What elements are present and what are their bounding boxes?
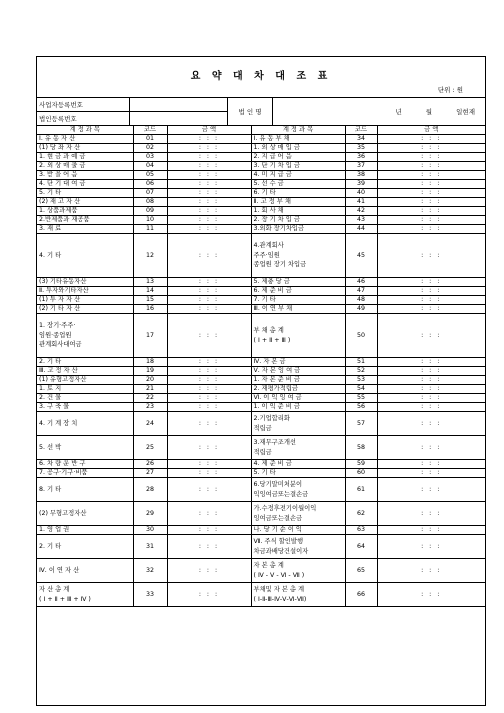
code-left-cell: 16 — [133, 305, 167, 314]
amount-right-cell[interactable]: : : : — [377, 436, 485, 460]
table-row — [37, 296, 485, 305]
code-left-cell: 23 — [133, 403, 167, 412]
account-right-cell: 1. 회 사 채 — [251, 207, 345, 216]
table-row — [37, 460, 485, 469]
amount-left-cell[interactable]: : : : — [167, 287, 251, 296]
amount-left-cell[interactable]: : : : — [167, 296, 251, 305]
account-left-cell: 4. 기 계 장 치 — [37, 412, 133, 436]
table-row — [37, 153, 485, 162]
account-right-cell: 1. 외 상 매 입 금 — [251, 144, 345, 153]
account-left-cell: 7. 공구·기구·비품 — [37, 469, 133, 478]
account-right-cell: 4.관계회사 주주·임원 종업원 장기 차입금 — [251, 234, 345, 278]
account-left-cell: 8. 기 타 — [37, 478, 133, 502]
account-right-cell: Ⅶ. 주식 할인발행 차금과배당건설이자 — [251, 535, 345, 559]
amount-right-cell[interactable]: : : : — [377, 535, 485, 559]
amount-right-cell[interactable]: : : : — [377, 153, 485, 162]
code-right-cell: 50 — [345, 314, 377, 358]
code-left-cell: 29 — [133, 502, 167, 526]
code-left-cell: 13 — [133, 278, 167, 287]
amount-right-cell[interactable]: : : : — [377, 403, 485, 412]
code-right-cell: 43 — [345, 216, 377, 225]
code-right-cell: 36 — [345, 153, 377, 162]
amount-right-cell[interactable]: : : : — [377, 394, 485, 403]
code-left-cell: 06 — [133, 180, 167, 189]
code-left-cell: 17 — [133, 314, 167, 358]
code-left-cell: 33 — [133, 583, 167, 607]
code-left-cell: 09 — [133, 207, 167, 216]
account-left-cell: 1. 현 금 과 예 금 — [37, 153, 133, 162]
account-right-cell: Ⅵ. 이 익 잉 여 금 — [251, 394, 345, 403]
table-row — [37, 216, 485, 225]
amount-right-cell[interactable]: : : : — [377, 376, 485, 385]
table-row — [37, 535, 485, 559]
account-left-cell: (2) 무형고정자산 — [37, 502, 133, 526]
account-left-cell: 5. 기 타 — [37, 189, 133, 198]
table-row — [37, 478, 485, 502]
table-row — [37, 171, 485, 180]
account-left-cell: 1. 장기·주주· 임원·종업원 관계회사대여금 — [37, 314, 133, 358]
account-right-cell: 6. 기 타 — [251, 189, 345, 198]
amount-left-cell[interactable]: : : : — [167, 234, 251, 278]
amount-left-cell[interactable]: : : : — [167, 394, 251, 403]
report-date — [373, 98, 475, 126]
amount-right-cell[interactable]: : : : — [377, 162, 485, 171]
amount-left-cell[interactable]: : : : — [167, 153, 251, 162]
amount-right-cell[interactable]: : : : — [377, 412, 485, 436]
table-row — [37, 526, 485, 535]
amount-right-cell[interactable]: : : : — [377, 478, 485, 502]
amount-left-cell[interactable]: : : : — [167, 385, 251, 394]
code-right-cell: 53 — [345, 376, 377, 385]
account-left-cell: 4. 기 타 — [37, 234, 133, 278]
code-left-cell: 20 — [133, 376, 167, 385]
table-row — [37, 385, 485, 394]
account-left-cell: 1. 상품과제품 — [37, 207, 133, 216]
table-header-row — [37, 126, 485, 135]
amount-right-cell[interactable]: : : : — [377, 305, 485, 314]
amount-left-cell[interactable]: : : : — [167, 535, 251, 559]
code-right-cell: 35 — [345, 144, 377, 153]
amount-right-cell[interactable]: : : : — [377, 180, 485, 189]
account-left-cell: (1) 당 좌 자 산 — [37, 144, 133, 153]
table-row — [37, 367, 485, 376]
amount-right-cell[interactable]: : : : — [377, 198, 485, 207]
table-row — [37, 225, 485, 234]
account-right-cell: 2. 지 급 어 음 — [251, 153, 345, 162]
account-left-cell: 자 산 총 계 ( Ⅰ + Ⅱ + Ⅲ + Ⅳ ) — [37, 583, 133, 607]
amount-left-cell[interactable]: : : : — [167, 403, 251, 412]
table-row — [37, 412, 485, 436]
table-row — [37, 180, 485, 189]
table-row — [37, 436, 485, 460]
account-right-cell: 나. 당 기 순 이 익 — [251, 526, 345, 535]
code-right-cell: 40 — [345, 189, 377, 198]
form-title: 요 약 대 차 대 조 표 — [190, 71, 332, 82]
table-row — [37, 278, 485, 287]
code-right-cell: 66 — [345, 583, 377, 607]
account-right-cell: Ⅳ. 자 본 금 — [251, 358, 345, 367]
amount-right-cell[interactable]: : : : — [377, 216, 485, 225]
account-left-cell: 1. 토 지 — [37, 385, 133, 394]
account-left-cell: 3. 구 축 물 — [37, 403, 133, 412]
account-right-cell: 3. 단 기 차 입 금 — [251, 162, 345, 171]
amount-right-cell[interactable]: : : : — [377, 358, 485, 367]
amount-right-cell[interactable]: : : : — [377, 502, 485, 526]
business-no-field[interactable] — [129, 98, 228, 112]
amount-right-cell[interactable]: : : : — [377, 189, 485, 198]
table-row — [37, 162, 485, 171]
code-right-cell: 51 — [345, 358, 377, 367]
amount-left-cell[interactable]: : : : — [167, 305, 251, 314]
code-right-cell: 54 — [345, 385, 377, 394]
account-left-cell: Ⅰ. 유 동 자 산 — [37, 135, 133, 144]
header-account-right: 계 정 과 목 — [251, 126, 345, 135]
corporate-no-field[interactable] — [129, 112, 228, 126]
account-right-cell: 6.당기말미처분이 익잉여금또는결손금 — [251, 478, 345, 502]
code-left-cell: 01 — [133, 135, 167, 144]
amount-left-cell[interactable]: : : : — [167, 502, 251, 526]
corporate-no-label: 법인등록번호 — [39, 115, 77, 123]
amount-right-cell[interactable]: : : : — [377, 460, 485, 469]
account-right-cell: 4. 제 준 비 금 — [251, 460, 345, 469]
account-right-cell: 3.재무구조개선 적립금 — [251, 436, 345, 460]
account-right-cell: 1. 이 익 준 비 금 — [251, 403, 345, 412]
account-left-cell: 2. 외 상 매 출 금 — [37, 162, 133, 171]
account-left-cell: 2. 건 물 — [37, 394, 133, 403]
code-left-cell: 10 — [133, 216, 167, 225]
account-left-cell: 6. 차 량 운 반 구 — [37, 460, 133, 469]
code-left-cell: 02 — [133, 144, 167, 153]
table-row — [37, 135, 485, 144]
amount-left-cell[interactable]: : : : — [167, 526, 251, 535]
account-right-cell: 6. 제 준 비 금 — [251, 287, 345, 296]
account-right-cell: 4. 미 지 급 금 — [251, 171, 345, 180]
table-row — [37, 394, 485, 403]
account-left-cell: 3. 재 료 — [37, 225, 133, 234]
code-right-cell: 49 — [345, 305, 377, 314]
account-left-cell: Ⅳ. 이 연 자 산 — [37, 559, 133, 583]
amount-left-cell[interactable]: : : : — [167, 207, 251, 216]
code-right-cell: 42 — [345, 207, 377, 216]
code-left-cell: 15 — [133, 296, 167, 305]
balance-sheet-form — [36, 56, 486, 706]
code-left-cell: 19 — [133, 367, 167, 376]
code-right-cell: 58 — [345, 436, 377, 460]
code-right-cell: 44 — [345, 225, 377, 234]
code-left-cell: 26 — [133, 460, 167, 469]
amount-left-cell[interactable]: : : : — [167, 469, 251, 478]
account-right-cell: 5. 선 수 금 — [251, 180, 345, 189]
code-left-cell: 32 — [133, 559, 167, 583]
header-amount-right: 금 액 — [377, 126, 485, 135]
date-year-label: 년 — [395, 108, 402, 116]
amount-left-cell[interactable]: : : : — [167, 412, 251, 436]
account-right-cell: 부채및 자 본 총 계 ( Ⅰ-Ⅱ-Ⅲ-Ⅳ-Ⅴ-Ⅵ-Ⅶ) — [251, 583, 345, 607]
amount-right-cell[interactable]: : : : — [377, 135, 485, 144]
code-left-cell: 04 — [133, 162, 167, 171]
identification-block — [37, 97, 485, 126]
code-left-cell: 03 — [133, 153, 167, 162]
amount-right-cell[interactable]: : : : — [377, 469, 485, 478]
code-left-cell: 22 — [133, 394, 167, 403]
amount-left-cell[interactable]: : : : — [167, 135, 251, 144]
amount-right-cell[interactable]: : : : — [377, 287, 485, 296]
table-row — [37, 305, 485, 314]
table-row — [37, 144, 485, 153]
amount-right-cell[interactable]: : : : — [377, 314, 485, 358]
code-right-cell: 57 — [345, 412, 377, 436]
code-right-cell: 55 — [345, 394, 377, 403]
table-row — [37, 403, 485, 412]
amount-right-cell[interactable]: : : : — [377, 367, 485, 376]
account-left-cell: 3. 받 을 어 음 — [37, 171, 133, 180]
account-left-cell: (2) 재 고 자 산 — [37, 198, 133, 207]
amount-right-cell[interactable]: : : : — [377, 385, 485, 394]
code-left-cell: 07 — [133, 189, 167, 198]
code-right-cell: 48 — [345, 296, 377, 305]
table-row — [37, 234, 485, 278]
account-right-cell: 자 본 총 계 ( Ⅳ - Ⅴ - Ⅵ - Ⅶ ) — [251, 559, 345, 583]
account-right-cell: 2. 재평가적립금 — [251, 385, 345, 394]
date-month-label: 월 — [425, 108, 433, 116]
code-right-cell: 65 — [345, 559, 377, 583]
account-right-cell: 2. 장 기 차 입 금 — [251, 216, 345, 225]
code-right-cell: 61 — [345, 478, 377, 502]
corp-name-label: 법 인 명 — [227, 98, 273, 126]
table-row — [37, 358, 485, 367]
date-day-label: 일현재 — [456, 108, 475, 116]
account-left-cell: (1) 투 자 자 산 — [37, 296, 133, 305]
code-left-cell: 24 — [133, 412, 167, 436]
code-left-cell: 05 — [133, 171, 167, 180]
account-left-cell: 1. 영 업 권 — [37, 526, 133, 535]
table-row — [37, 207, 485, 216]
code-left-cell: 27 — [133, 469, 167, 478]
amount-left-cell[interactable]: : : : — [167, 180, 251, 189]
code-left-cell: 14 — [133, 287, 167, 296]
code-right-cell: 52 — [345, 367, 377, 376]
amount-right-cell[interactable]: : : : — [377, 207, 485, 216]
code-right-cell: 64 — [345, 535, 377, 559]
amount-left-cell[interactable]: : : : — [167, 436, 251, 460]
table-row — [37, 189, 485, 198]
code-right-cell: 59 — [345, 460, 377, 469]
amount-right-cell[interactable]: : : : — [377, 583, 485, 607]
table-row — [37, 559, 485, 583]
code-right-cell: 62 — [345, 502, 377, 526]
code-left-cell: 08 — [133, 198, 167, 207]
account-right-cell: Ⅱ. 고 정 부 채 — [251, 198, 345, 207]
account-right-cell: 가.수정후전기이월이익 잉여금또는결손금 — [251, 502, 345, 526]
amount-left-cell[interactable]: : : : — [167, 314, 251, 358]
balance-sheet-table — [37, 125, 485, 607]
amount-right-cell[interactable]: : : : — [377, 171, 485, 180]
business-no-label: 사업자등록번호 — [37, 98, 227, 112]
code-right-cell: 56 — [345, 403, 377, 412]
code-left-cell: 18 — [133, 358, 167, 367]
account-left-cell: 2.반제품과 재공품 — [37, 216, 133, 225]
account-left-cell: 5. 선 박 — [37, 436, 133, 460]
table-row — [37, 469, 485, 478]
amount-right-cell[interactable]: : : : — [377, 234, 485, 278]
code-left-cell: 31 — [133, 535, 167, 559]
code-right-cell: 38 — [345, 171, 377, 180]
header-amount-left: 금 액 — [167, 126, 251, 135]
amount-left-cell[interactable]: : : : — [167, 358, 251, 367]
amount-left-cell[interactable]: : : : — [167, 162, 251, 171]
account-right-cell: 2.기업합리화 적립금 — [251, 412, 345, 436]
amount-left-cell[interactable]: : : : — [167, 367, 251, 376]
amount-right-cell[interactable]: : : : — [377, 144, 485, 153]
header-code-right: 코드 — [345, 126, 377, 135]
amount-left-cell[interactable]: : : : — [167, 583, 251, 607]
code-right-cell: 34 — [345, 135, 377, 144]
account-left-cell: 2. 기 타 — [37, 358, 133, 367]
amount-left-cell[interactable]: : : : — [167, 171, 251, 180]
account-right-cell: Ⅴ. 자 본 잉 여 금 — [251, 367, 345, 376]
account-right-cell: 부 채 총 계 ( Ⅰ + Ⅱ + Ⅲ ) — [251, 314, 345, 358]
account-left-cell: 4. 단 기 대 여 금 — [37, 180, 133, 189]
amount-left-cell[interactable]: : : : — [167, 376, 251, 385]
table-row — [37, 314, 485, 358]
account-right-cell: 3.외화 장기차입금 — [251, 225, 345, 234]
code-right-cell: 37 — [345, 162, 377, 171]
code-right-cell: 41 — [345, 198, 377, 207]
code-left-cell: 25 — [133, 436, 167, 460]
account-right-cell: 7. 기 타 — [251, 296, 345, 305]
account-left-cell: Ⅱ. 투자와기타자산 — [37, 287, 133, 296]
header-account-left: 계 정 과 목 — [37, 126, 133, 135]
table-row — [37, 502, 485, 526]
amount-right-cell[interactable]: : : : — [377, 559, 485, 583]
account-right-cell: 1. 자 본 준 비 금 — [251, 376, 345, 385]
code-right-cell: 47 — [345, 287, 377, 296]
table-row — [37, 583, 485, 607]
code-right-cell: 46 — [345, 278, 377, 287]
account-right-cell: 5. 제충 당 금 — [251, 278, 345, 287]
amount-left-cell[interactable]: : : : — [167, 278, 251, 287]
amount-left-cell[interactable]: : : : — [167, 478, 251, 502]
amount-left-cell[interactable]: : : : — [167, 225, 251, 234]
code-left-cell: 21 — [133, 385, 167, 394]
unit-label: 단위 : 원 — [437, 86, 463, 94]
amount-right-cell[interactable]: : : : — [377, 296, 485, 305]
amount-right-cell[interactable]: : : : — [377, 225, 485, 234]
account-left-cell: Ⅲ. 고 정 자 산 — [37, 367, 133, 376]
account-left-cell: 2. 기 타 — [37, 535, 133, 559]
amount-left-cell[interactable]: : : : — [167, 198, 251, 207]
amount-right-cell[interactable]: : : : — [377, 278, 485, 287]
account-right-cell: Ⅲ. 이 연 부 채 — [251, 305, 345, 314]
account-left-cell: (3) 기타유동자산 — [37, 278, 133, 287]
amount-left-cell[interactable]: : : : — [167, 144, 251, 153]
account-left-cell: (2) 기 타 자 산 — [37, 305, 133, 314]
header-code-left: 코드 — [133, 126, 167, 135]
table-row — [37, 287, 485, 296]
account-right-cell: 5. 기 타 — [251, 469, 345, 478]
code-left-cell: 11 — [133, 225, 167, 234]
code-right-cell: 60 — [345, 469, 377, 478]
amount-right-cell[interactable]: : : : — [377, 526, 485, 535]
code-right-cell: 39 — [345, 180, 377, 189]
table-row — [37, 376, 485, 385]
amount-left-cell[interactable]: : : : — [167, 216, 251, 225]
code-left-cell: 30 — [133, 526, 167, 535]
amount-left-cell[interactable]: : : : — [167, 189, 251, 198]
amount-left-cell[interactable]: : : : — [167, 460, 251, 469]
code-right-cell: 45 — [345, 234, 377, 278]
account-right-cell: Ⅰ. 유 동 부 채 — [251, 135, 345, 144]
code-right-cell: 63 — [345, 526, 377, 535]
code-left-cell: 28 — [133, 478, 167, 502]
account-left-cell: (1) 유형고정자산 — [37, 376, 133, 385]
amount-left-cell[interactable]: : : : — [167, 559, 251, 583]
table-row — [37, 198, 485, 207]
code-left-cell: 12 — [133, 234, 167, 278]
